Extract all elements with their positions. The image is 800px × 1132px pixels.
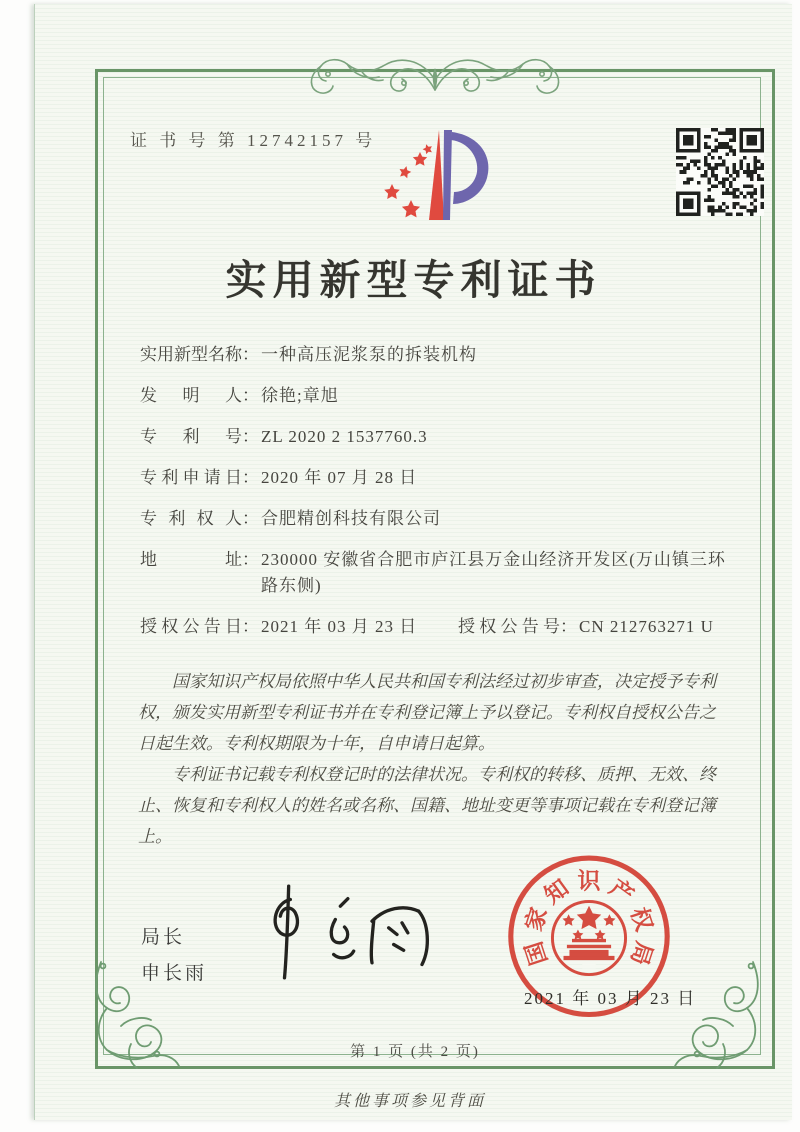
cnipa-logo-icon — [365, 120, 515, 238]
field-label: 授权公告号 — [458, 617, 560, 636]
field-grant-row — [140, 614, 740, 640]
certificate-paper — [34, 4, 792, 1120]
svg-text:权: 权 — [625, 904, 657, 935]
qr-code — [676, 128, 764, 216]
officer-name: 申长雨 — [141, 963, 208, 984]
svg-text:国: 国 — [521, 938, 553, 969]
field-label: 发明人 — [140, 386, 242, 405]
certificate-number: 证 书 号 第 12742157 号 — [130, 131, 377, 150]
field-value: 徐艳;章旭 — [261, 386, 339, 405]
field-patent-number — [140, 424, 740, 450]
seal-date: 2021 年 03 月 23 日 — [524, 989, 697, 1008]
field-value: 2020 年 07 月 28 日 — [261, 468, 418, 487]
field-value: CN 212763271 U — [579, 617, 714, 636]
field-colon: ： — [242, 427, 259, 446]
field-colon: ： — [242, 509, 259, 528]
field-value: 一种高压泥浆泵的拆装机构 — [261, 345, 477, 364]
svg-text:家: 家 — [521, 904, 553, 935]
officer-title: 局长 — [141, 927, 186, 948]
legal-text — [138, 666, 732, 852]
field-colon: ： — [242, 386, 259, 405]
page-number: 第 1 页 (共 2 页) — [350, 1044, 480, 1060]
field-label: 专利号 — [140, 427, 242, 446]
field-patentee — [140, 506, 740, 532]
officer-block — [141, 920, 207, 992]
field-label: 专利申请日 — [140, 468, 242, 487]
field-list — [140, 342, 740, 655]
field-colon: ： — [560, 617, 577, 636]
field-utility-model-name — [140, 342, 740, 368]
svg-text:产: 产 — [604, 874, 639, 909]
field-address — [140, 547, 740, 599]
field-colon: ： — [242, 468, 259, 487]
field-value: 2021 年 03 月 23 日 — [261, 617, 418, 636]
field-filing-date — [140, 465, 740, 491]
field-inventor — [140, 383, 740, 409]
field-value: ZL 2020 2 1537760.3 — [261, 427, 428, 446]
officer-signature — [247, 872, 447, 992]
svg-text:知: 知 — [539, 874, 574, 909]
svg-text:识: 识 — [577, 868, 601, 894]
legal-paragraph-2: 专利证书记载专利权登记时的法律状况。专利权的转移、质押、无效、终止、恢复和专利权人的姓名或名称、国籍、地址变更等事项记载在专利登记簿上。 — [138, 765, 716, 846]
back-side-note: 其他事项参见背面 — [333, 1093, 486, 1110]
field-value: 230000 安徽省合肥市庐江县万金山经济开发区(万山镇三环路东侧) — [261, 550, 726, 595]
field-label: 专利权人 — [140, 509, 242, 528]
field-grant-number — [458, 614, 714, 640]
certificate-title: 实用新型专利证书 — [225, 257, 602, 303]
field-colon: ： — [242, 550, 259, 569]
svg-text:局: 局 — [625, 938, 657, 969]
top-flourish-ornament-icon — [303, 50, 567, 104]
field-value: 合肥精创科技有限公司 — [261, 509, 441, 528]
field-label: 地址 — [140, 550, 242, 569]
field-colon: ： — [242, 345, 259, 364]
field-colon: ： — [242, 617, 259, 636]
legal-paragraph-1: 国家知识产权局依照中华人民共和国专利法经过初步审查，决定授予专利权，颁发实用新型专利证书并在专利登记簿上予以登记。专利权自授权公告之日起生效。专利权期限为十年，自申请日起算。 — [138, 672, 716, 753]
field-label: 实用新型名称 — [140, 345, 242, 364]
field-label: 授权公告日 — [140, 617, 242, 636]
